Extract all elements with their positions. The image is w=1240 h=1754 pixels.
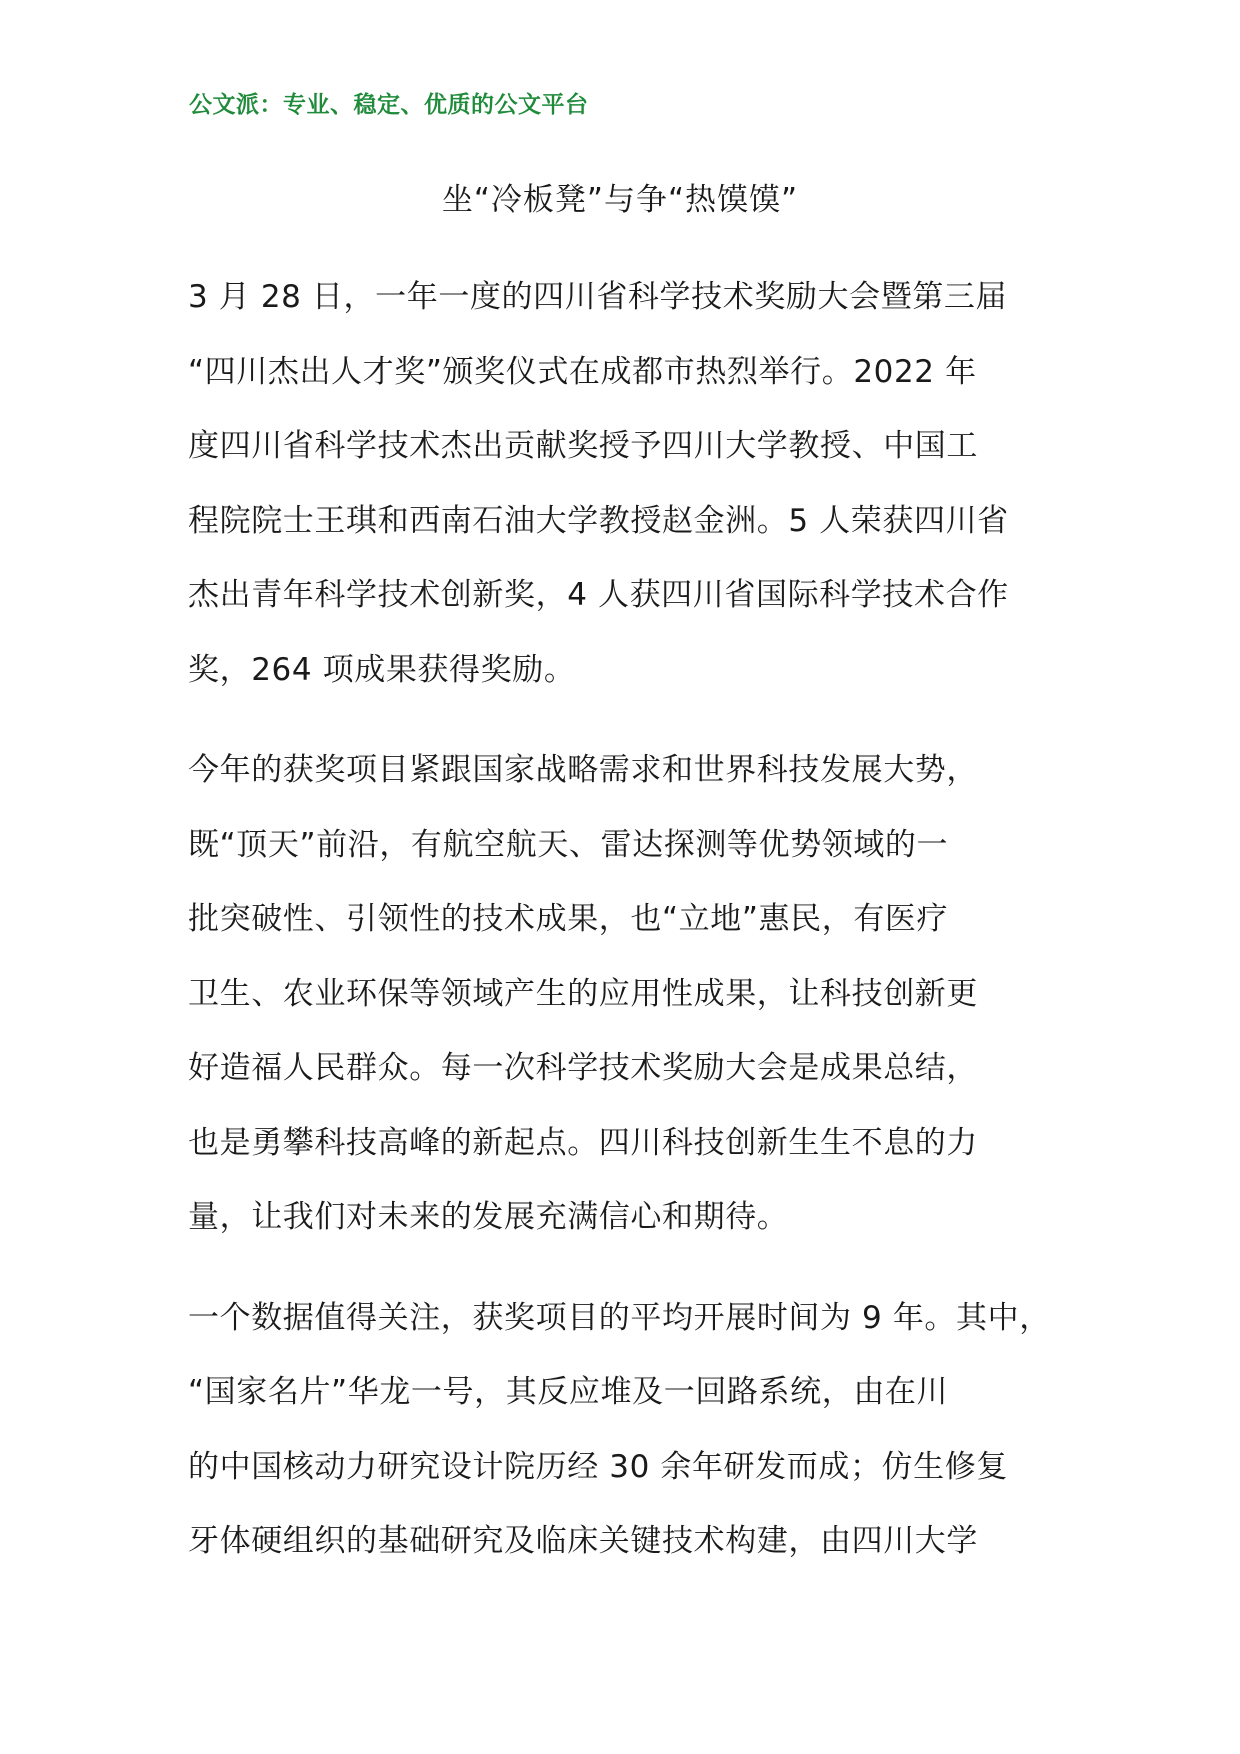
text-line: 好造福人民群众。每一次科学技术奖励大会是成果总结， [188, 1050, 978, 1086]
text-line: 程院院士王琪和西南石油大学教授赵金洲。5 人荣获四川省 [188, 502, 1009, 539]
text-line: 杰出青年科学技术创新奖，4 人获四川省国际科学技术合作 [188, 577, 1009, 613]
paragraph-3 [188, 1281, 1058, 1579]
text-line: 卫生、农业环保等领域产生的应用性成果，让科技创新更 [188, 975, 978, 1012]
text-line: 的中国核动力研究设计院历经 30 余年研发而成；仿生修复 [188, 1448, 1008, 1485]
paragraph-2 [188, 733, 1058, 1255]
text-line: 度四川省科学技术杰出贡献奖授予四川大学教授、中国工 [188, 428, 978, 464]
paragraph-1 [188, 260, 1058, 707]
article-body [188, 260, 1058, 1605]
text-line: 今年的获奖项目紧跟国家战略需求和世界科技发展大势， [188, 752, 978, 788]
text-line: 既“顶天”前沿，有航空航天、雷达探测等优势领域的一 [188, 826, 949, 863]
text-line: 奖，264 项成果获得奖励。 [188, 651, 576, 688]
page-title: 坐“冷板凳”与争“热馍馍” [441, 182, 799, 218]
text-line: 批突破性、引领性的技术成果，也“立地”惠民，有医疗 [188, 901, 949, 937]
text-line: “国家名片”华龙一号，其反应堆及一回路系统，由在川 [188, 1374, 949, 1410]
text-line: 也是勇攀科技高峰的新起点。四川科技创新生生不息的力 [188, 1124, 978, 1161]
text-line: 一个数据值得关注，获奖项目的平均开展时间为 9 年。其中， [188, 1299, 1051, 1336]
brand-header: 公文派：专业、稳定、优质的公文平台 [189, 92, 589, 118]
text-line: 3 月 28 日，一年一度的四川省科学技术奖励大会暨第三届 [188, 279, 1008, 315]
text-line: “四川杰出人才奖”颁奖仪式在成都市热烈举行。2022 年 [188, 353, 977, 390]
text-line: 量，让我们对未来的发展充满信心和期待。 [188, 1199, 789, 1235]
text-line: 牙体硬组织的基础研究及临床关键技术构建，由四川大学 [188, 1523, 978, 1559]
